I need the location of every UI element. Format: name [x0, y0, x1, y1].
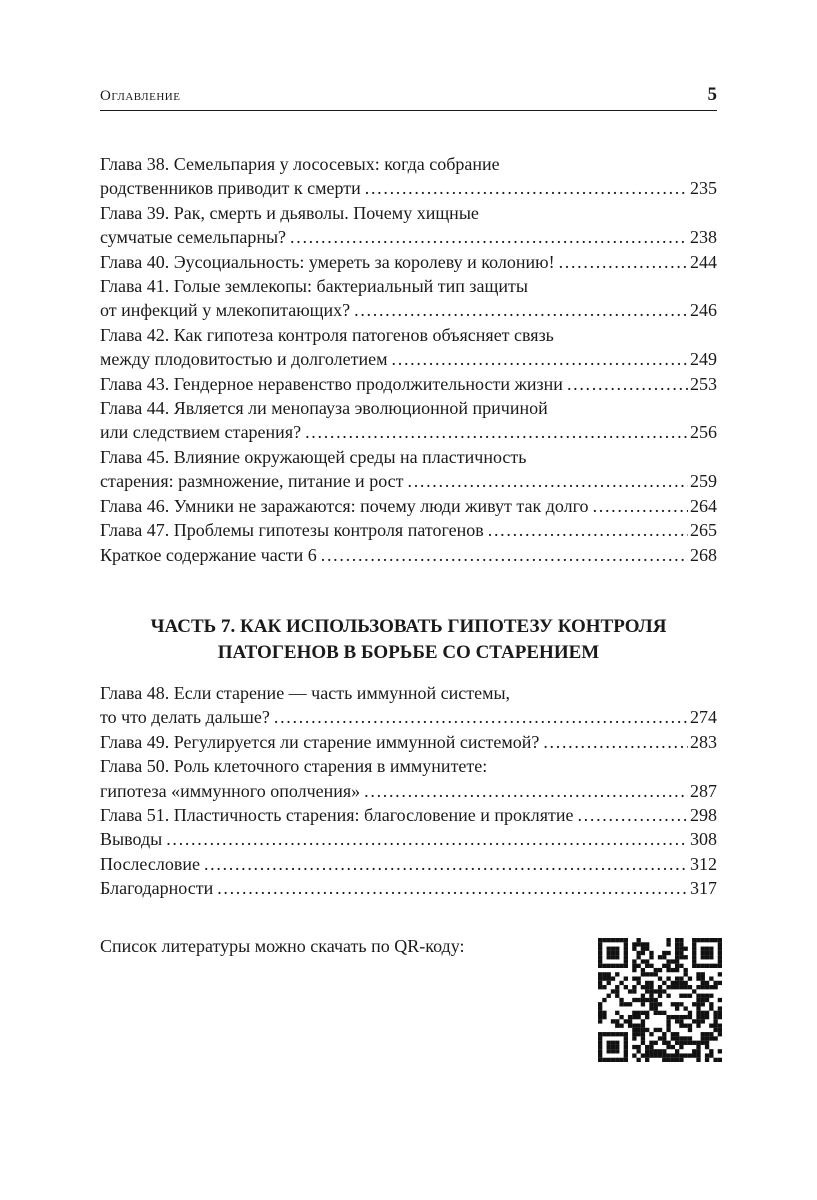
part-7-heading-line-1: ЧАСТЬ 7. КАК ИСПОЛЬЗОВАТЬ ГИПОТЕЗУ КОНТРОЛЯ — [150, 616, 667, 637]
dot-leader — [408, 469, 689, 493]
toc-entry[interactable] — [100, 852, 717, 876]
running-head — [100, 84, 717, 111]
dot-leader — [593, 494, 688, 518]
toc-entry-leader-line — [100, 730, 717, 754]
toc-entry-page-number: 246 — [690, 300, 717, 321]
running-head-label: Оглавление — [100, 88, 181, 104]
toc-entry-title: Послесловие — [100, 853, 200, 874]
dot-leader — [577, 803, 688, 827]
toc-entry-leader-line — [100, 827, 717, 851]
toc-entry-page-number: 298 — [690, 805, 717, 826]
qr-code[interactable] — [598, 938, 722, 1062]
toc-entry-page-number: 274 — [690, 707, 717, 728]
dot-leader — [365, 176, 688, 200]
toc-entry[interactable] — [100, 827, 717, 851]
toc-entry-title: Глава 40. Эусоциальность: умереть за королеву и колонию! — [100, 251, 555, 272]
toc-entry[interactable] — [100, 445, 717, 494]
toc-entry-title-line: Глава 41. Голые землекопы: бактериальный тип защиты — [100, 276, 528, 297]
toc-entry-leader-line — [100, 176, 717, 200]
toc-entry-leader-line — [100, 543, 717, 567]
toc-entry[interactable] — [100, 730, 717, 754]
toc-entry-title: Выводы — [100, 829, 163, 850]
toc-part-7-list — [100, 681, 717, 901]
dot-leader — [567, 372, 688, 396]
toc-entry-leader-line — [100, 372, 717, 396]
toc-part-6-list — [100, 152, 717, 567]
toc-entry-page-number: 317 — [690, 878, 717, 899]
toc-entry-title: от инфекций у млекопитающих? — [100, 300, 351, 321]
toc-entry-page-number: 256 — [690, 422, 717, 443]
toc-entry-title: то что делать дальше? — [100, 707, 270, 728]
dot-leader — [274, 705, 688, 729]
page-number: 5 — [707, 84, 717, 105]
toc-entry-leader-line — [100, 298, 717, 322]
dot-leader — [290, 225, 688, 249]
dot-leader — [364, 779, 688, 803]
toc-entry-title-line: Глава 50. Роль клеточного старения в иммунитете: — [100, 756, 488, 777]
toc-entry-page-number: 265 — [690, 520, 717, 541]
dot-leader — [559, 250, 688, 274]
toc-entry-leader-line — [100, 225, 717, 249]
toc-entry-page-number: 244 — [690, 251, 717, 272]
toc-entry[interactable] — [100, 396, 717, 445]
toc-entry[interactable] — [100, 250, 717, 274]
toc-entry-page-number: 259 — [690, 471, 717, 492]
toc-entry[interactable] — [100, 494, 717, 518]
toc-entry-leader-line — [100, 518, 717, 542]
toc-entry-title-line: Глава 45. Влияние окружающей среды на пластичность — [100, 446, 527, 467]
toc-entry-title-line: Глава 42. Как гипотеза контроля патогенов объясняет связь — [100, 324, 554, 345]
toc-entry-leader-line — [100, 494, 717, 518]
toc-entry[interactable] — [100, 518, 717, 542]
toc-entry-title-line: Глава 39. Рак, смерть и дьяволы. Почему хищные — [100, 202, 479, 223]
dot-leader — [354, 298, 688, 322]
dot-leader — [217, 876, 688, 900]
toc-entry-title: Глава 46. Умники не заражаются: почему люди живут так долго — [100, 495, 589, 516]
toc-entry-title-line: Глава 44. Является ли менопауза эволюционной причиной — [100, 398, 548, 419]
toc-entry-leader-line — [100, 705, 717, 729]
toc-entry-title: гипотеза «иммунного ополчения» — [100, 780, 361, 801]
toc-entry-page-number: 268 — [690, 544, 717, 565]
toc-entry[interactable] — [100, 201, 717, 250]
toc-entry-leader-line — [100, 250, 717, 274]
toc-entry-page-number: 308 — [690, 829, 717, 850]
toc-entry[interactable] — [100, 323, 717, 372]
toc-entry[interactable] — [100, 681, 717, 730]
qr-caption: Список литературы можно скачать по QR-коду: — [100, 936, 465, 956]
toc-entry-title: Краткое содержание части 6 — [100, 544, 317, 565]
toc-entry-page-number: 235 — [690, 178, 717, 199]
dot-leader — [204, 852, 688, 876]
dot-leader — [488, 518, 688, 542]
toc-entry-page-number: 249 — [690, 349, 717, 370]
toc-entry-title: Глава 43. Гендерное неравенство продолжительности жизни — [100, 373, 563, 394]
toc-entry[interactable] — [100, 543, 717, 567]
toc-entry-title-line: Глава 38. Семельпария у лососевых: когда собрание — [100, 154, 500, 174]
toc-entry-leader-line — [100, 347, 717, 371]
dot-leader — [321, 543, 688, 567]
toc-entry[interactable] — [100, 876, 717, 900]
toc-entry[interactable] — [100, 274, 717, 323]
toc-entry-title: между плодовитостью и долголетием — [100, 349, 388, 370]
toc-entry-title: Благодарности — [100, 878, 214, 899]
toc-entry-page-number: 238 — [690, 227, 717, 248]
part-7-heading — [100, 614, 717, 666]
toc-entry-page-number: 264 — [690, 495, 717, 516]
toc-entry-leader-line — [100, 852, 717, 876]
toc-entry-title: старения: размножение, питание и рост — [100, 471, 404, 492]
toc-entry-leader-line — [100, 876, 717, 900]
toc-entry-page-number: 312 — [690, 853, 717, 874]
dot-leader — [305, 420, 688, 444]
toc-entry[interactable] — [100, 754, 717, 803]
toc-entry[interactable] — [100, 152, 717, 201]
toc-entry-leader-line — [100, 469, 717, 493]
part-7-heading-line-2: ПАТОГЕНОВ В БОРЬБЕ СО СТАРЕНИЕМ — [217, 642, 600, 663]
toc-entry-title: или следствием старения? — [100, 422, 302, 443]
dot-leader — [166, 827, 688, 851]
toc-entry-page-number: 283 — [690, 731, 717, 752]
dot-leader — [392, 347, 688, 371]
toc-entry-page-number: 253 — [690, 373, 717, 394]
toc-entry[interactable] — [100, 372, 717, 396]
toc-entry-leader-line — [100, 779, 717, 803]
dot-leader — [543, 730, 688, 754]
toc-entry-title: родственников приводит к смерти — [100, 178, 361, 199]
toc-entry-title: Глава 47. Проблемы гипотезы контроля патогенов — [100, 520, 484, 541]
toc-entry-title: Глава 49. Регулируется ли старение иммунной системой? — [100, 731, 540, 752]
toc-entry-page-number: 287 — [690, 780, 717, 801]
toc-entry[interactable] — [100, 803, 717, 827]
toc-entry-leader-line — [100, 420, 717, 444]
toc-entry-title-line: Глава 48. Если старение — часть иммунной системы, — [100, 683, 511, 703]
toc-entry-title: Глава 51. Пластичность старения: благословение и проклятие — [100, 805, 574, 826]
toc-entry-leader-line — [100, 803, 717, 827]
toc-entry-title: сумчатые семельпарны? — [100, 227, 287, 248]
